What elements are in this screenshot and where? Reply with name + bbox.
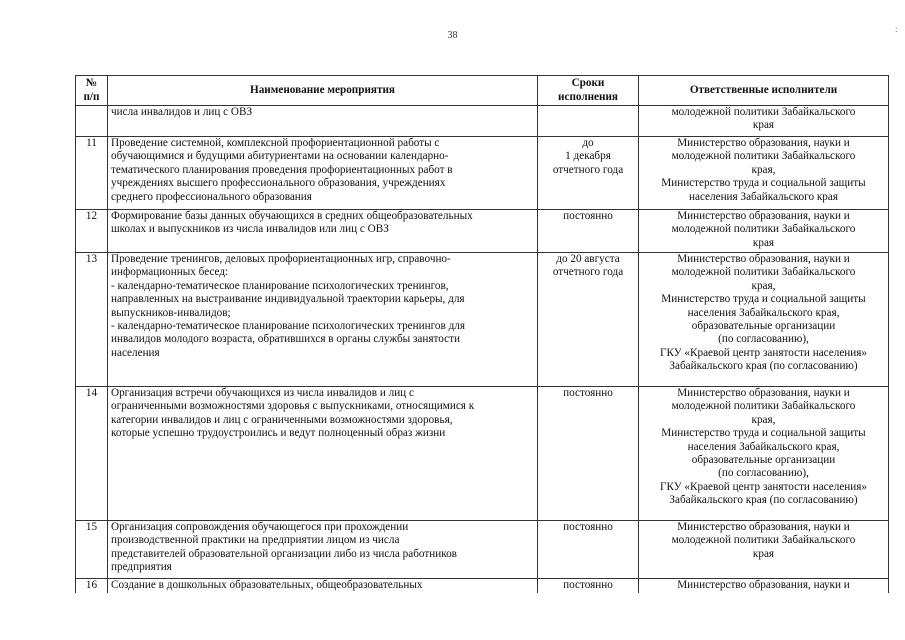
deadline bbox=[538, 106, 639, 137]
row-number: 16 bbox=[76, 579, 108, 593]
header-number: № п/п bbox=[76, 76, 108, 106]
deadline: постоянно bbox=[538, 387, 639, 521]
responsible: Министерство образования, науки и молодежной политики Забайкальского края bbox=[639, 521, 889, 579]
header-measure-name: Наименование мероприятия bbox=[108, 76, 538, 106]
table-row bbox=[76, 210, 889, 253]
table-row bbox=[76, 137, 889, 210]
row-number: 13 bbox=[76, 253, 108, 387]
measure-name: Организация встречи обучающихся из числа инвалидов и лиц с ограниченными возможностями здоровья с выпускниками, относящимися к категории инвалидов и лиц с ограниченными возможностями здоровья, которые успешно трудоустроились и ведут полноценный образ жизни bbox=[108, 387, 538, 521]
table-row bbox=[76, 387, 889, 521]
deadline: постоянно bbox=[538, 210, 639, 253]
header-deadline: Сроки исполнения bbox=[538, 76, 639, 106]
table-row bbox=[76, 253, 889, 387]
measure-name: Формирование базы данных обучающихся в средних общеобразовательных школах и выпускников из числа инвалидов или лиц с ОВЗ bbox=[108, 210, 538, 253]
table-row bbox=[76, 106, 889, 137]
responsible: молодежной политики Забайкальского края bbox=[639, 106, 889, 137]
responsible: Министерство образования, науки и молодежной политики Забайкальского края bbox=[639, 210, 889, 253]
table-row bbox=[76, 521, 889, 579]
measure-name: Создание в дошкольных образовательных, общеобразовательных bbox=[108, 579, 538, 593]
edge-mark: : bbox=[895, 24, 898, 34]
table-header-row bbox=[76, 76, 889, 106]
responsible: Министерство образования, науки и молодежной политики Забайкальского края, Министерство труда и социальной защиты населения Забайкальского края, образовательные организации (по согласованию), ГКУ «Краевой центр занятости населения» Забайкальского края (по согласованию) bbox=[639, 387, 889, 521]
page-number: 38 bbox=[447, 30, 458, 41]
table-row bbox=[76, 579, 889, 593]
responsible: Министерство образования, науки и молодежной политики Забайкальского края, Министерство труда и социальной защиты населения Забайкальского края bbox=[639, 137, 889, 210]
deadline: до 20 августа отчетного года bbox=[538, 253, 639, 387]
row-number bbox=[76, 106, 108, 137]
row-number: 15 bbox=[76, 521, 108, 579]
header-responsible: Ответственные исполнители bbox=[639, 76, 889, 106]
row-number: 12 bbox=[76, 210, 108, 253]
deadline: постоянно bbox=[538, 521, 639, 579]
deadline: постоянно bbox=[538, 579, 639, 593]
deadline: до 1 декабря отчетного года bbox=[538, 137, 639, 210]
responsible: Министерство образования, науки и bbox=[639, 579, 889, 593]
row-number: 11 bbox=[76, 137, 108, 210]
row-number: 14 bbox=[76, 387, 108, 521]
responsible: Министерство образования, науки и молодежной политики Забайкальского края, Министерство труда и социальной защиты населения Забайкальского края, образовательные организации (по согласованию), ГКУ «Краевой центр занятости населения» Забайкальского края (по согласованию) bbox=[639, 253, 889, 387]
measure-name: числа инвалидов и лиц с ОВЗ bbox=[108, 106, 538, 137]
measure-name: Проведение тренингов, деловых профориентационных игр, справочно- информационных бесед: - календарно-тематическое планирование психологических тренингов, направленных на выстраивание индивидуальной траектории карьеры, для выпускников-инвалидов; - календарно-тематическое планирование психологических тренингов для инвалидов молодого возраста, обратившихся в органы службы занятости населения bbox=[108, 253, 538, 387]
measure-name: Проведение системной, комплексной профориентационной работы с обучающимися и будущими абитуриентами на основании календарно- тематического планирования проведения профориентационных работ в учреждениях высшего профессионального образования, учреждениях среднего профессионального образования bbox=[108, 137, 538, 210]
measures-table bbox=[75, 75, 889, 593]
measure-name: Организация сопровождения обучающегося при прохождении производственной практики на предприятии лицом из числа представителей образовательной организации либо из числа работников предприятия bbox=[108, 521, 538, 579]
